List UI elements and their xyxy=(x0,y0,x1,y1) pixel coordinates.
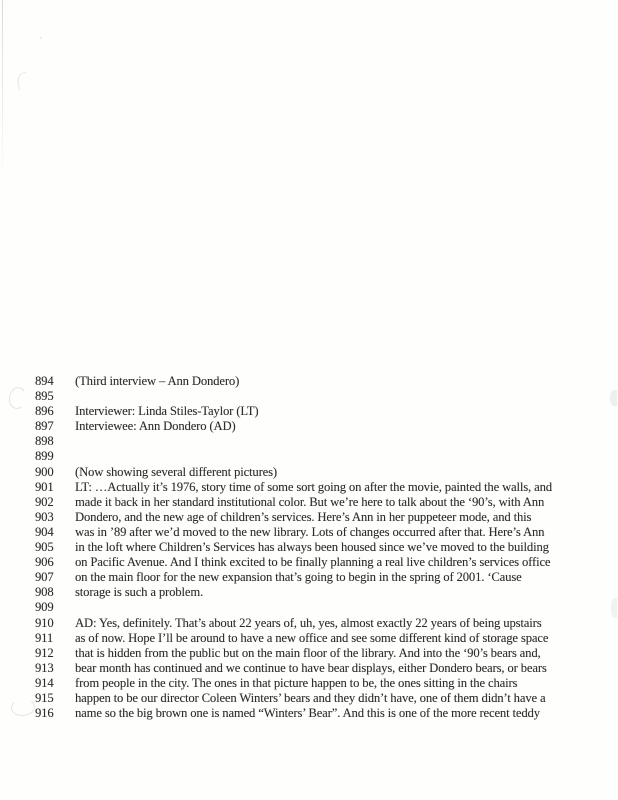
transcript-line xyxy=(0,374,618,389)
transcript-line xyxy=(0,691,618,706)
transcript-line xyxy=(0,555,618,570)
line-number: 915 xyxy=(35,690,54,705)
line-number: 900 xyxy=(35,464,54,479)
line-text: (Now showing several different pictures) xyxy=(75,464,278,479)
transcript-line xyxy=(0,585,618,600)
transcript-line xyxy=(0,525,618,540)
line-text: storage is such a problem. xyxy=(75,585,204,600)
scan-edge-line-artifact xyxy=(2,0,3,185)
line-text: (Third interview – Ann Dondero) xyxy=(75,374,240,388)
line-text: as of now. Hope I’ll be around to have a new office and see some different kind of storage space xyxy=(75,630,549,645)
line-number: 909 xyxy=(35,600,54,615)
line-number: 904 xyxy=(35,524,54,539)
line-number: 914 xyxy=(35,675,54,690)
transcript-line xyxy=(0,419,618,434)
line-text: Interviewer: Linda Stiles-Taylor (LT) xyxy=(75,404,259,419)
line-number: 898 xyxy=(35,434,54,449)
line-text: AD: Yes, definitely. That’s about 22 years of, uh, yes, almost exactly 22 years of being upstairs xyxy=(75,615,542,630)
line-number: 894 xyxy=(35,374,54,388)
scan-speck-artifact xyxy=(40,37,42,39)
line-text: made it back in her standard institutional color. But we’re here to talk about the ‘90’s, with Ann xyxy=(75,494,545,509)
transcript-line xyxy=(0,646,618,661)
line-number: 895 xyxy=(35,389,54,404)
transcript-line xyxy=(0,480,618,495)
line-number: 910 xyxy=(35,615,54,630)
line-number: 899 xyxy=(35,449,54,464)
transcript-line xyxy=(0,616,618,631)
line-number: 907 xyxy=(35,570,54,585)
transcript-line xyxy=(0,404,618,419)
transcript-line xyxy=(0,495,618,510)
line-number: 913 xyxy=(35,660,54,675)
line-text: Interviewee: Ann Dondero (AD) xyxy=(75,419,236,434)
line-text: name so the big brown one is named “Winters’ Bear”. And this is one of the more recent teddy xyxy=(75,706,540,721)
line-text: from people in the city. The ones in that picture happen to be, the ones sitting in the chairs xyxy=(75,675,518,690)
transcript-line xyxy=(0,570,618,585)
line-text: that is hidden from the public but on the main floor of the library. And into the ‘90’s bears and, xyxy=(75,645,541,660)
transcript-line xyxy=(0,510,618,525)
transcript-line xyxy=(0,465,618,480)
line-number: 901 xyxy=(35,479,54,494)
transcript-line xyxy=(0,389,618,404)
scan-squiggle-artifact xyxy=(15,72,30,90)
line-text: on the main floor for the new expansion that’s going to begin in the spring of 2001. ‘Cause xyxy=(75,570,522,585)
line-text: on Pacific Avenue. And I think excited to be finally planning a real live children’s services office xyxy=(75,555,551,570)
transcript-line xyxy=(0,631,618,646)
line-number: 908 xyxy=(35,585,54,600)
line-text: Dondero, and the new age of children’s services. Here’s Ann in her puppeteer mode, and this xyxy=(75,509,532,524)
transcript-line xyxy=(0,676,618,691)
line-number: 912 xyxy=(35,645,54,660)
line-text: in the loft where Children’s Services has always been housed since we’ve moved to the building xyxy=(75,540,549,555)
transcript-line xyxy=(0,434,618,449)
line-number: 911 xyxy=(35,630,54,645)
line-number: 897 xyxy=(35,419,54,434)
transcript xyxy=(0,374,618,721)
line-text: bear month has continued and we continue to have bear displays, either Dondero bears, or bears xyxy=(75,660,547,675)
line-number: 905 xyxy=(35,540,54,555)
line-number: 896 xyxy=(35,404,54,419)
transcript-line xyxy=(0,661,618,676)
line-text: happen to be our director Coleen Winters’ bears and they didn’t have, one of them didn’t have a xyxy=(75,690,546,705)
line-text: LT: …Actually it’s 1976, story time of some sort going on after the movie, painted the walls, and xyxy=(75,479,552,494)
line-number: 903 xyxy=(35,509,54,524)
transcript-line xyxy=(0,449,618,464)
line-number: 906 xyxy=(35,555,54,570)
line-text: was in ’89 after we’d moved to the new library. Lots of changes occurred after that. Here’s Ann xyxy=(75,524,545,539)
line-number: 916 xyxy=(35,706,54,721)
transcript-line xyxy=(0,600,618,615)
transcript-line xyxy=(0,706,618,721)
line-number: 902 xyxy=(35,494,54,509)
transcript-line xyxy=(0,540,618,555)
